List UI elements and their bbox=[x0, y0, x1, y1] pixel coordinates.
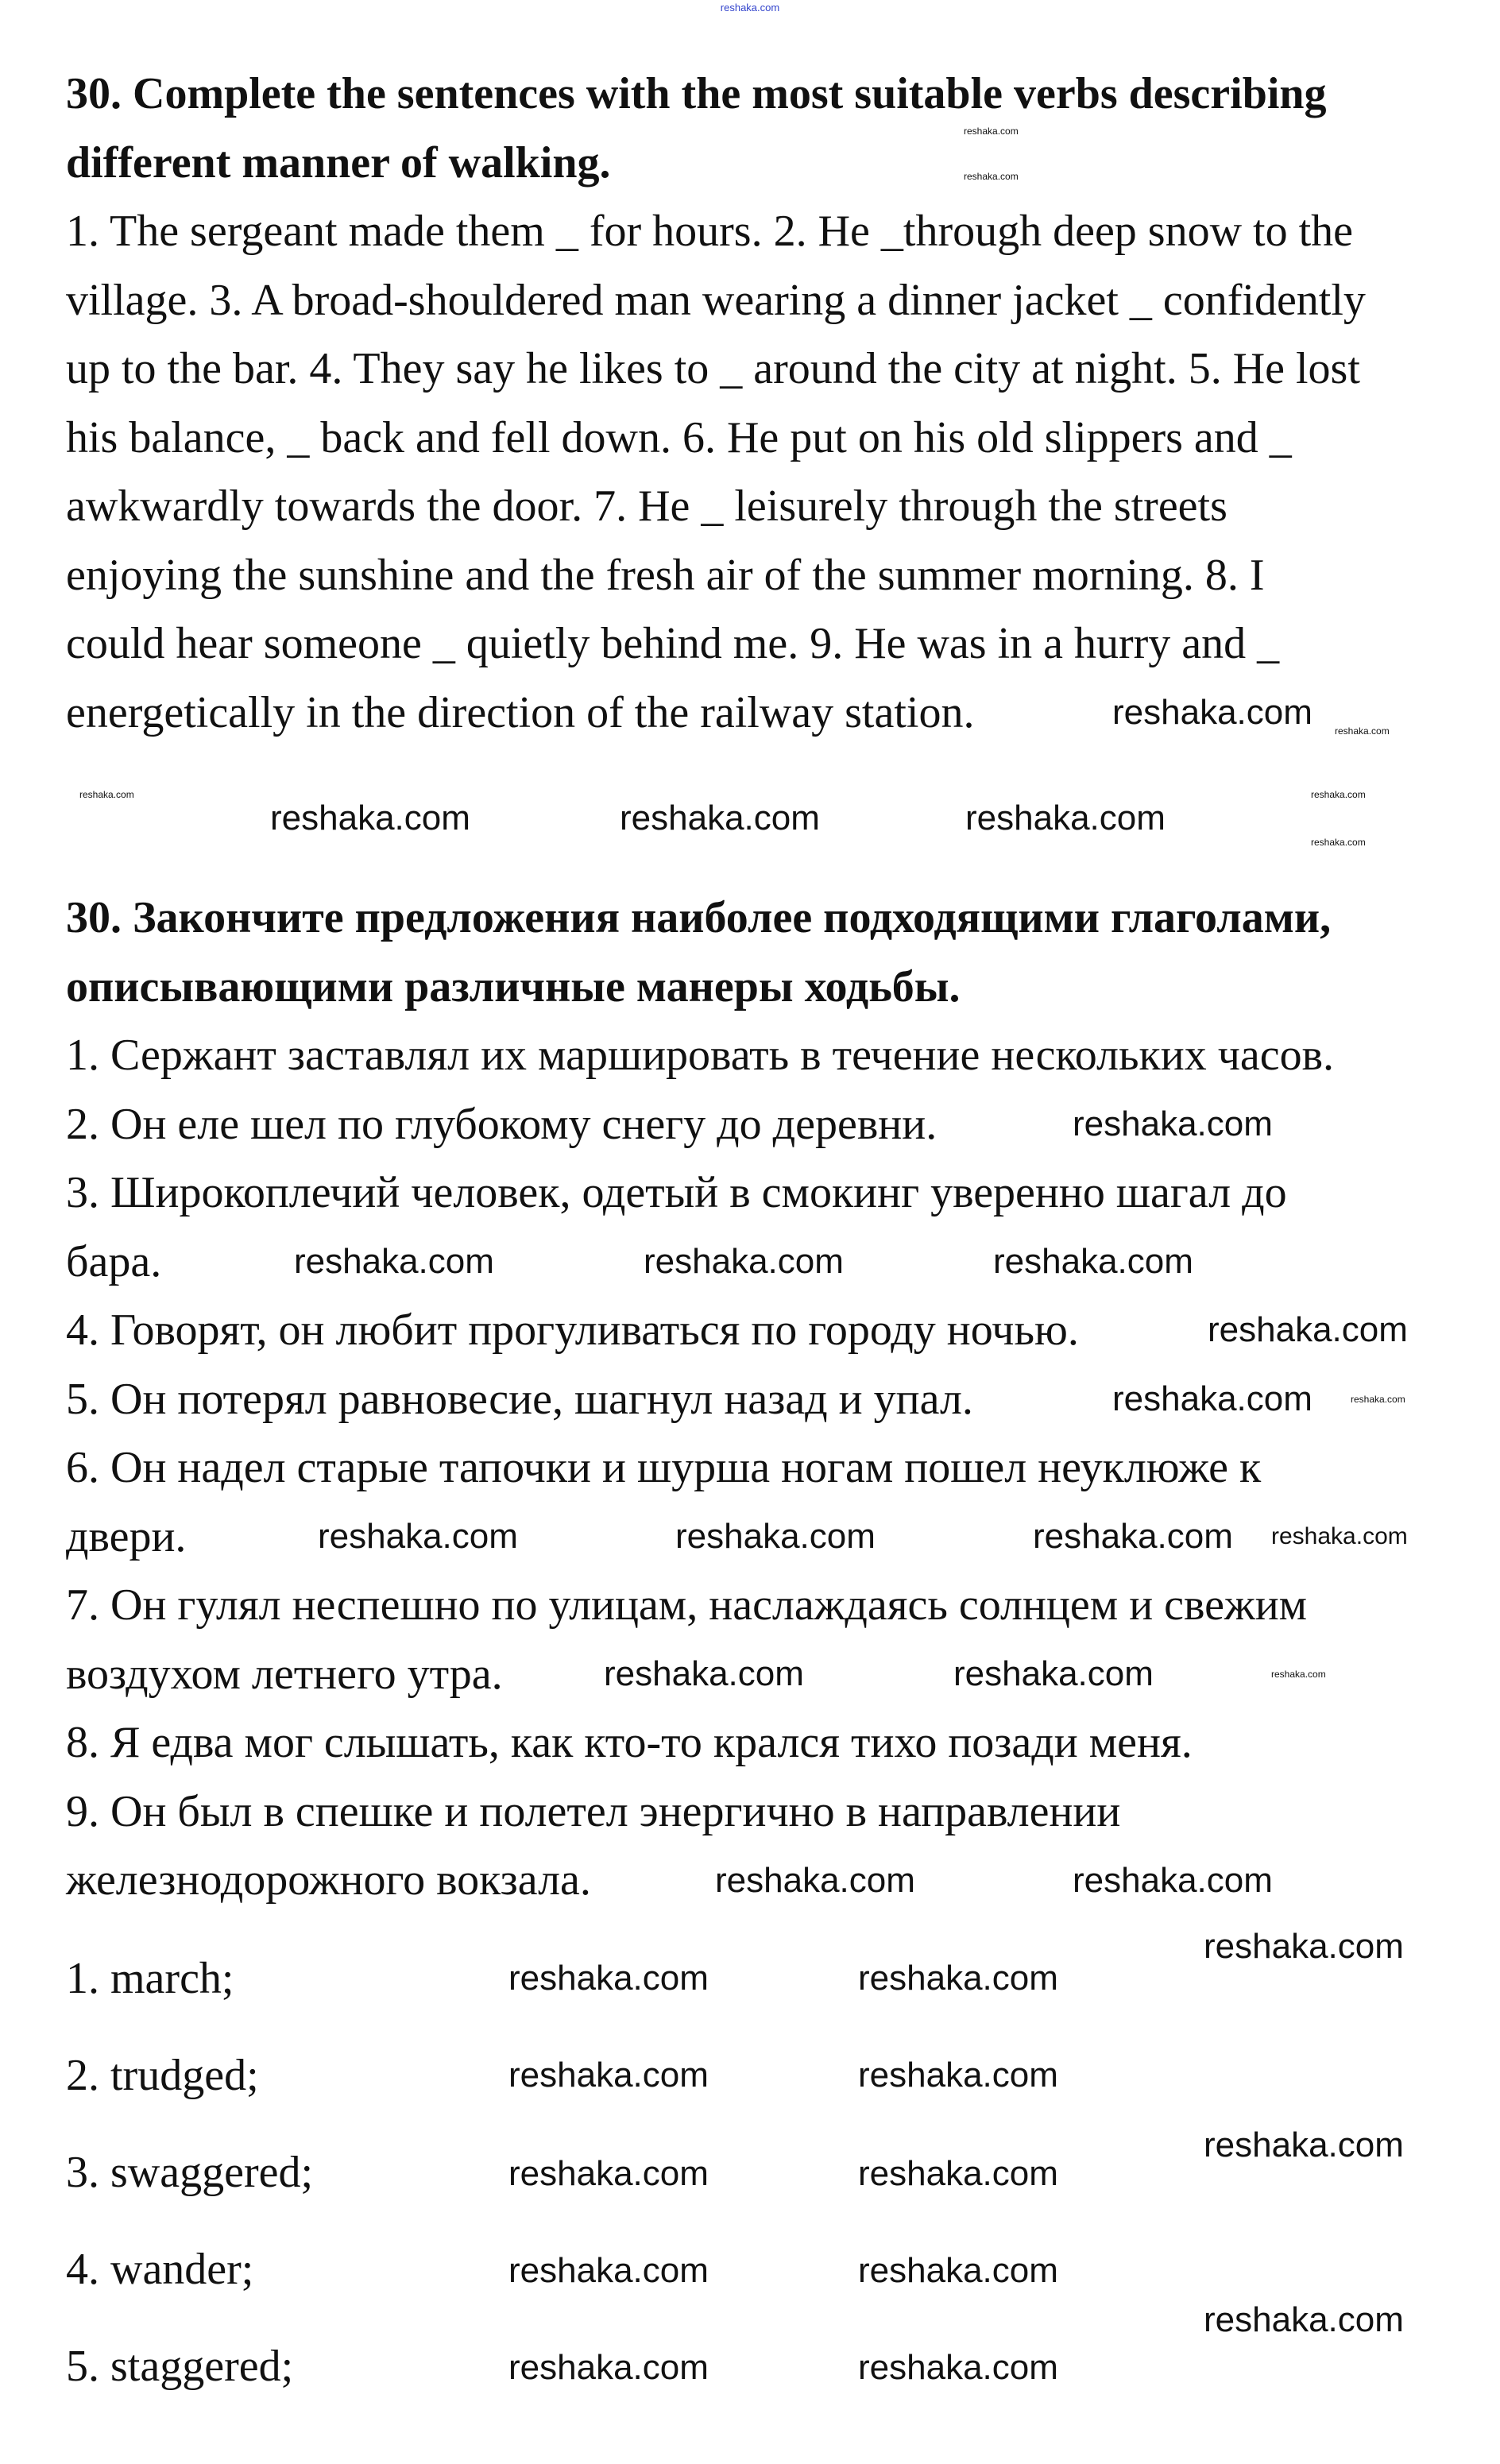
watermark: reshaka.com bbox=[1033, 1517, 1233, 1556]
watermark: reshaka.com bbox=[1335, 725, 1390, 737]
watermark: reshaka.com bbox=[318, 1517, 518, 1556]
watermark: reshaka.com bbox=[508, 2348, 709, 2387]
watermark: reshaka.com bbox=[964, 171, 1019, 182]
watermark: reshaka.com bbox=[1112, 693, 1312, 732]
exercise-text-line: could hear someone _ quietly behind me. 9. He was in a hurry and _ bbox=[66, 619, 1280, 668]
translation-line: 1. Сержант заставлял их маршировать в течение нескольких часов. bbox=[66, 1031, 1335, 1080]
watermark: reshaka.com bbox=[508, 2251, 709, 2290]
watermark: reshaka.com bbox=[1271, 1523, 1408, 1549]
watermark: reshaka.com bbox=[1271, 1669, 1326, 1680]
watermark: reshaka.com bbox=[675, 1517, 876, 1556]
watermark: reshaka.com bbox=[620, 799, 820, 837]
english-exercise bbox=[66, 60, 1480, 747]
answer-item: 2. trudged; bbox=[66, 2051, 259, 2100]
watermark: reshaka.com bbox=[604, 1654, 804, 1693]
watermark: reshaka.com bbox=[1112, 1379, 1312, 1418]
site-link[interactable]: reshaka.com bbox=[720, 2, 780, 14]
exercise-text-line: his balance, _ back and fell down. 6. He put on his old slippers and _ bbox=[66, 412, 1292, 462]
watermark: reshaka.com bbox=[1311, 789, 1366, 800]
exercise-text-line: enjoying the sunshine and the fresh air of the summer morning. 8. I bbox=[66, 550, 1265, 600]
translation-line: 3. Широкоплечий человек, одетый в смокинг уверенно шагал до bbox=[66, 1168, 1287, 1217]
watermark: reshaka.com bbox=[1208, 1310, 1408, 1349]
watermark: reshaka.com bbox=[858, 2154, 1058, 2193]
exercise-text-line: 1. The sergeant made them _ for hours. 2. He _through deep snow to the bbox=[66, 207, 1354, 256]
watermark: reshaka.com bbox=[993, 1242, 1193, 1281]
translation-line: 9. Он был в спешке и полетел энергично в направлении bbox=[66, 1786, 1121, 1836]
translation-line: 5. Он потерял равновесие, шагнул назад и упал. bbox=[66, 1374, 973, 1424]
watermark: reshaka.com bbox=[1351, 1394, 1405, 1405]
translation-line: 2. Он еле шел по глубокому снегу до деревни. bbox=[66, 1099, 938, 1149]
watermark: reshaka.com bbox=[1073, 1104, 1273, 1143]
watermark: reshaka.com bbox=[858, 2056, 1058, 2095]
translation-line: воздухом летнего утра. bbox=[66, 1649, 503, 1699]
watermark: reshaka.com bbox=[858, 1959, 1058, 1998]
answer-item: 4. wander; bbox=[66, 2245, 254, 2294]
exercise-text-line: up to the bar. 4. They say he likes to _ around the city at night. 5. He lost bbox=[66, 344, 1360, 393]
watermark: reshaka.com bbox=[508, 2154, 709, 2193]
translation-heading: 30. Закончите предложения наиболее подходящими глаголами, bbox=[66, 893, 1332, 942]
answer-item: 1. march; bbox=[66, 1954, 234, 2003]
watermark: reshaka.com bbox=[1204, 1927, 1404, 1966]
watermark: reshaka.com bbox=[644, 1242, 844, 1281]
translation-line: железнодорожного вокзала. bbox=[66, 1855, 591, 1905]
watermark: reshaka.com bbox=[1311, 837, 1366, 848]
translation-line: 8. Я едва мог слышать, как кто-то крался тихо позади меня. bbox=[66, 1718, 1193, 1767]
translation-line: 7. Он гулял неспешно по улицам, наслаждаясь солнцем и свежим bbox=[66, 1580, 1308, 1630]
watermark: reshaka.com bbox=[270, 799, 470, 837]
watermark: reshaka.com bbox=[858, 2251, 1058, 2290]
watermark: reshaka.com bbox=[79, 789, 134, 800]
translation-heading: описывающими различные манеры ходьбы. bbox=[66, 961, 961, 1012]
watermark: reshaka.com bbox=[965, 799, 1166, 837]
exercise-text-line: energetically in the direction of the railway station. bbox=[66, 687, 975, 737]
watermark: reshaka.com bbox=[953, 1654, 1154, 1693]
exercise-text-line: awkwardly towards the door. 7. He _ leisurely through the streets bbox=[66, 482, 1227, 531]
answer-list bbox=[66, 1927, 1480, 2415]
translation-line: двери. bbox=[66, 1511, 187, 1561]
answer-item: 3. swaggered; bbox=[66, 2148, 314, 2197]
exercise-heading: 30. Complete the sentences with the most suitable verbs describing bbox=[66, 69, 1327, 118]
exercise-text-line: village. 3. A broad-shouldered man wearing a dinner jacket _ confidently bbox=[66, 275, 1366, 325]
watermark: reshaka.com bbox=[1073, 1861, 1273, 1900]
watermark: reshaka.com bbox=[508, 1959, 709, 1998]
watermark: reshaka.com bbox=[294, 1242, 494, 1281]
watermark: reshaka.com bbox=[1204, 2126, 1404, 2164]
watermark: reshaka.com bbox=[858, 2348, 1058, 2387]
watermark: reshaka.com bbox=[508, 2056, 709, 2095]
watermark: reshaka.com bbox=[964, 126, 1019, 137]
watermark: reshaka.com bbox=[1204, 2300, 1404, 2339]
exercise-heading: different manner of walking. bbox=[66, 137, 611, 188]
translation-line: 6. Он надел старые тапочки и шурша ногам пошел неуклюже к bbox=[66, 1443, 1262, 1492]
answer-item: 5. staggered; bbox=[66, 2342, 294, 2391]
translation-line: 4. Говорят, он любит прогуливаться по городу ночью. bbox=[66, 1305, 1079, 1355]
translation-line: бара. bbox=[66, 1236, 162, 1286]
watermark: reshaka.com bbox=[715, 1861, 915, 1900]
